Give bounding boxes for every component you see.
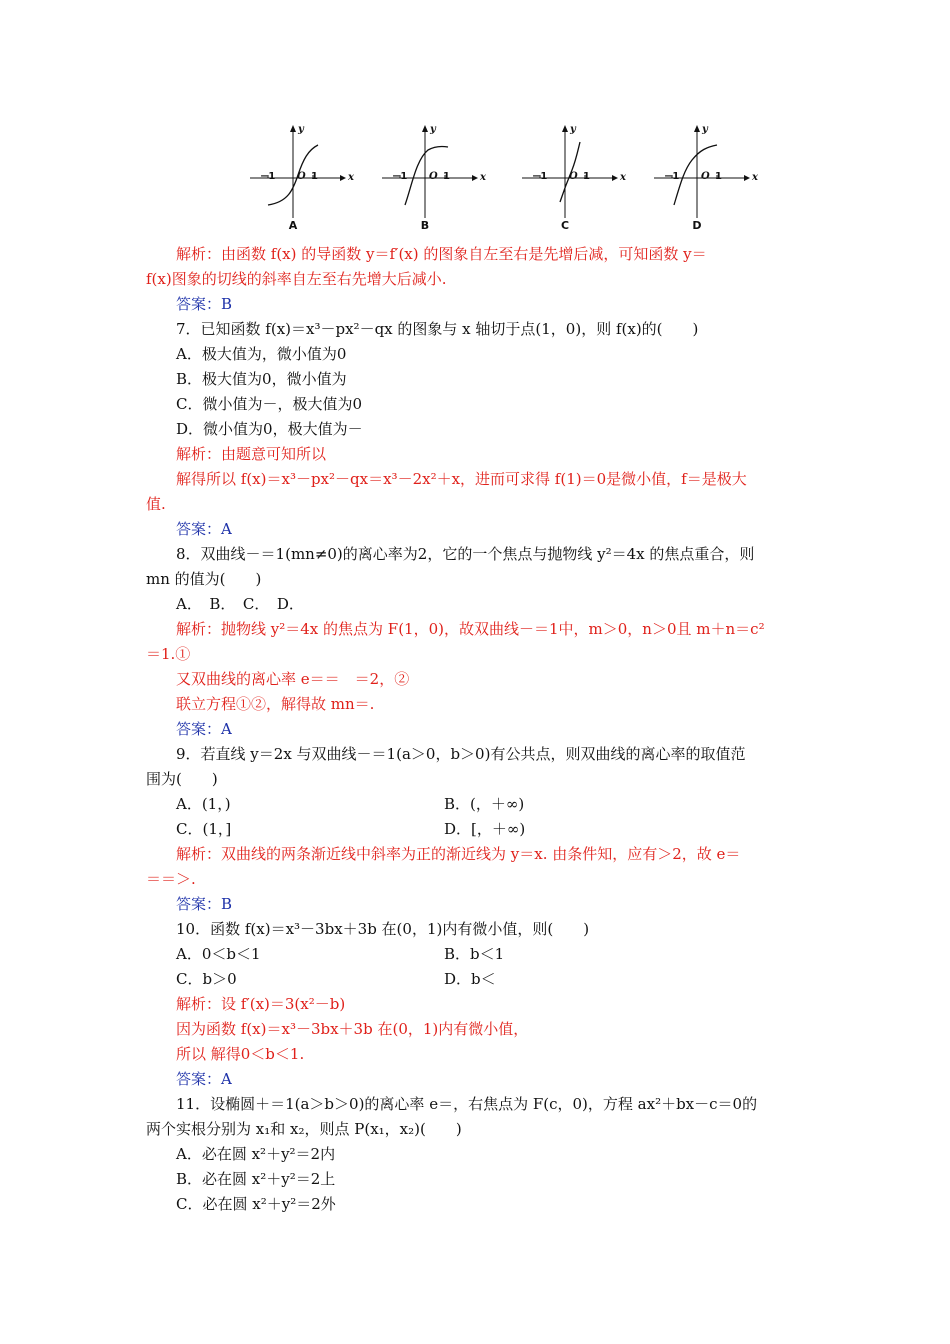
- graph-c-x-label: x: [620, 172, 626, 183]
- graph-b-one: 1: [443, 171, 450, 182]
- document-body: [146, 242, 810, 1217]
- text-line: A． B． C． D．: [176, 595, 304, 613]
- graph-b: [380, 120, 490, 238]
- graph-c-neg-one: −1: [532, 171, 548, 182]
- option-left: C．(1，]: [176, 820, 232, 838]
- graph-a-x-label: x: [348, 172, 354, 183]
- graph-b-origin: O: [429, 171, 438, 182]
- text-line: [146, 792, 810, 817]
- text-line: 又双曲线的离心率 e＝＝ ＝2，②: [176, 670, 410, 688]
- text-line: D．微小值为0，极大值为－: [176, 420, 363, 438]
- graph-d-origin: O: [701, 171, 710, 182]
- text-line: 答案：B: [176, 295, 233, 313]
- graph-b-caption: B: [420, 219, 430, 232]
- graph-c-one: 1: [583, 171, 590, 182]
- text-line: 7．已知函数 f(x)＝x³－px²－qx 的图象与 x 轴切于点(1，0)，则 f(x)的( ): [176, 320, 699, 338]
- graph-d-x-label: x: [752, 172, 758, 183]
- graph-a-plot: [248, 120, 358, 220]
- graph-d-neg-one: −1: [664, 171, 680, 182]
- graph-c-plot: [520, 120, 630, 220]
- graph-c-origin: O: [569, 171, 578, 182]
- text-line: [146, 942, 810, 967]
- text-line: C．必在圆 x²＋y²＝2外: [176, 1195, 336, 1213]
- graph-a-neg-one: −1: [260, 171, 276, 182]
- option-left: A．0＜b＜1: [176, 945, 261, 963]
- graph-a-origin: O: [297, 171, 306, 182]
- text-line: 答案：A: [176, 520, 232, 538]
- graph-a: [248, 120, 358, 238]
- graph-a-one: 1: [311, 171, 318, 182]
- graph-d: [652, 120, 762, 238]
- graph-b-plot: [380, 120, 490, 220]
- text-line: 因为函数 f(x)＝x³－3bx＋3b 在(0，1)内有微小值，: [176, 1020, 529, 1038]
- text-line: [146, 967, 810, 992]
- text-line: A．极大值为，微小值为0: [176, 345, 347, 363]
- graph-a-y-label: y: [298, 124, 304, 135]
- text-line: 答案：B: [176, 895, 233, 913]
- text-line: 答案：A: [176, 720, 232, 738]
- graph-a-caption: A: [288, 219, 298, 232]
- text-line: 答案：A: [176, 1070, 232, 1088]
- text-line: 解析：由题意可知所以: [176, 445, 327, 463]
- text-line: 8．双曲线－＝1(mn≠0)的离心率为2，它的一个焦点与抛物线 y²＝4x 的焦点重合，则: [176, 545, 755, 563]
- graph-d-plot: [652, 120, 762, 220]
- graph-b-neg-one: −1: [392, 171, 408, 182]
- text-line: 值.: [146, 495, 166, 513]
- text-line: mn 的值为( ): [146, 570, 262, 588]
- text-line: 所以 解得0＜b＜1.: [176, 1045, 305, 1063]
- text-line: 解析：由函数 f(x) 的导函数 y＝f′(x) 的图象自左至右是先增后减，可知函数 y＝: [176, 245, 707, 263]
- graph-c-caption: C: [560, 219, 570, 232]
- text-line: ＝1.①: [146, 645, 191, 663]
- text-line: A．必在圆 x²＋y²＝2内: [176, 1145, 336, 1163]
- text-line: 解析：双曲线的两条渐近线中斜率为正的渐近线为 y＝x. 由条件知，应有＞2，故 e＝: [176, 845, 741, 863]
- text-line: 联立方程①②，解得故 mn＝.: [176, 695, 375, 713]
- graph-c: [520, 120, 630, 238]
- function-graphs: [240, 120, 760, 240]
- text-line: f(x)图象的切线的斜率自左至右先增大后减小.: [146, 270, 447, 288]
- text-line: 11．设椭圆＋＝1(a＞b＞0)的离心率 e＝，右焦点为 F(c，0)，方程 ax²＋bx－c＝0的: [176, 1095, 758, 1113]
- graph-c-y-label: y: [570, 124, 576, 135]
- option-right: D．b＜: [444, 970, 496, 988]
- option-right: B．b＜1: [444, 945, 505, 963]
- graph-d-one: 1: [715, 171, 722, 182]
- graph-d-caption: D: [692, 219, 702, 232]
- text-line: 解得所以 f(x)＝x³－px²－qx＝x³－2x²＋x，进而可求得 f(1)＝0是微小值，f＝是极大: [176, 470, 747, 488]
- graph-b-x-label: x: [480, 172, 486, 183]
- text-line: [146, 817, 810, 842]
- text-line: 10．函数 f(x)＝x³－3bx＋3b 在(0，1)内有微小值，则( ): [176, 920, 590, 938]
- text-line: 围为( ): [146, 770, 218, 788]
- text-line: 两个实根分别为 x₁和 x₂，则点 P(x₁，x₂)( ): [146, 1120, 462, 1138]
- option-right: B．(，＋∞): [444, 795, 525, 813]
- graph-d-y-label: y: [702, 124, 708, 135]
- text-line: B．必在圆 x²＋y²＝2上: [176, 1170, 336, 1188]
- text-line: 解析：抛物线 y²＝4x 的焦点为 F(1，0)，故双曲线－＝1中，m＞0，n＞0且 m＋n＝c²: [176, 620, 765, 638]
- text-line: 9．若直线 y＝2x 与双曲线－＝1(a＞0，b＞0)有公共点，则双曲线的离心率的取值范: [176, 745, 746, 763]
- text-line: C．微小值为－，极大值为0: [176, 395, 363, 413]
- text-line: B．极大值为0，微小值为: [176, 370, 347, 388]
- graph-b-y-label: y: [430, 124, 436, 135]
- option-left: A．(1，): [176, 795, 231, 813]
- text-line: 解析：设 f′(x)＝3(x²－b): [176, 995, 346, 1013]
- option-right: D．[，＋∞): [444, 820, 526, 838]
- option-left: C．b＞0: [176, 970, 237, 988]
- text-line: ＝＝＞.: [146, 870, 196, 888]
